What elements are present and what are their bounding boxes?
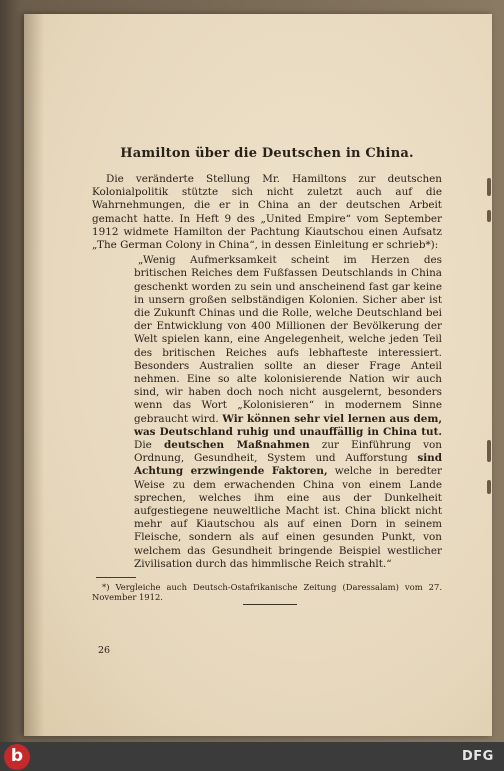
footnote: *) Vergleiche auch Deutsch-Ostafrikanische Zeitung (Daressalam) vom 27. November 1912. xyxy=(92,582,442,603)
page-edge-mark xyxy=(487,440,491,462)
library-logo-icon[interactable] xyxy=(4,744,30,770)
page-number: 26 xyxy=(98,645,111,656)
section-separator xyxy=(243,604,297,605)
intro-paragraph: Die veränderte Stellung Mr. Hamiltons zur deutschen Kolonialpolitik stützte sich nicht zuletzt auch auf die Wahrnehmungen, die er in China an der deutschen Arbeit gemacht hatte. In Heft 9 des „United Empire“ vom September 1912 widmete Hamilton der Pachtung Kiautschou einen Aufsatz „The German Colony in China“, in dessen Einleitung er schrieb*): xyxy=(92,173,442,252)
document-body xyxy=(92,146,442,602)
quote-text: zur Einführung von Ordnung, Gesundheit, System und Aufforstung xyxy=(134,439,442,465)
quote-emphasis: Wir können sehr viel lernen aus dem, was Deutschland ruhig und unauffällig in China tut. xyxy=(134,412,442,438)
document-title: Hamilton über die Deutschen in China. xyxy=(120,146,414,161)
library-logo-letter: b xyxy=(10,746,24,766)
page-edge-mark xyxy=(487,178,491,196)
viewer-footer-bar xyxy=(0,742,504,771)
quote-text: Die xyxy=(134,439,164,452)
quote-text: welche in beredter Weise zu dem erwachenden China von einem Lande sprechen, welches ihm eine aus der Dunkelheit aufgestiegene neuweltliche Macht ist. China blickt nicht mehr auf Kiautschou als auf einen Dorn in seinem Fleische, sondern als auf einen gesunden Punkt, von welchem das Gesundheit bringende Beispiel westlicher Zivilisation durch das himmlische Reich strahlt.“ xyxy=(134,465,442,570)
quote-emphasis: sind Achtung erzwingende Faktoren, xyxy=(134,452,442,478)
quotation-paragraph xyxy=(134,254,442,571)
quote-text: „Wenig Aufmerksamkeit scheint im Herzen des britischen Reiches dem Fußfassen Deutschlands in China geschenkt worden zu sein und anscheinend fast gar keine in unsern großen selbständigen Kolonien. Sicher aber ist die Zukunft Chinas und die Rolle, welche Deutschland bei der Entwicklung von 400 Millionen der Bevölkerung der Welt spielen kann, eine Angelegenheit, welche jeden Teil des britischen Reiches aufs lebhafteste interessiert. Besonders Australien sollte an dieser Frage Anteil nehmen. Eine so alte kolonisierende Nation wir auch sind, wir haben doch noch nicht ausgelernt, besonders wenn das Wort „Kolonisieren“ in modernem Sinne gebraucht wird. xyxy=(134,254,442,425)
page-edge-mark xyxy=(487,210,491,222)
quote-emphasis: deutschen Maßnahmen xyxy=(163,439,310,452)
page-gutter-shadow xyxy=(24,14,44,736)
dfg-logo[interactable]: DFG xyxy=(462,749,494,764)
page-edge-mark xyxy=(487,480,491,494)
footnote-divider xyxy=(96,577,136,578)
